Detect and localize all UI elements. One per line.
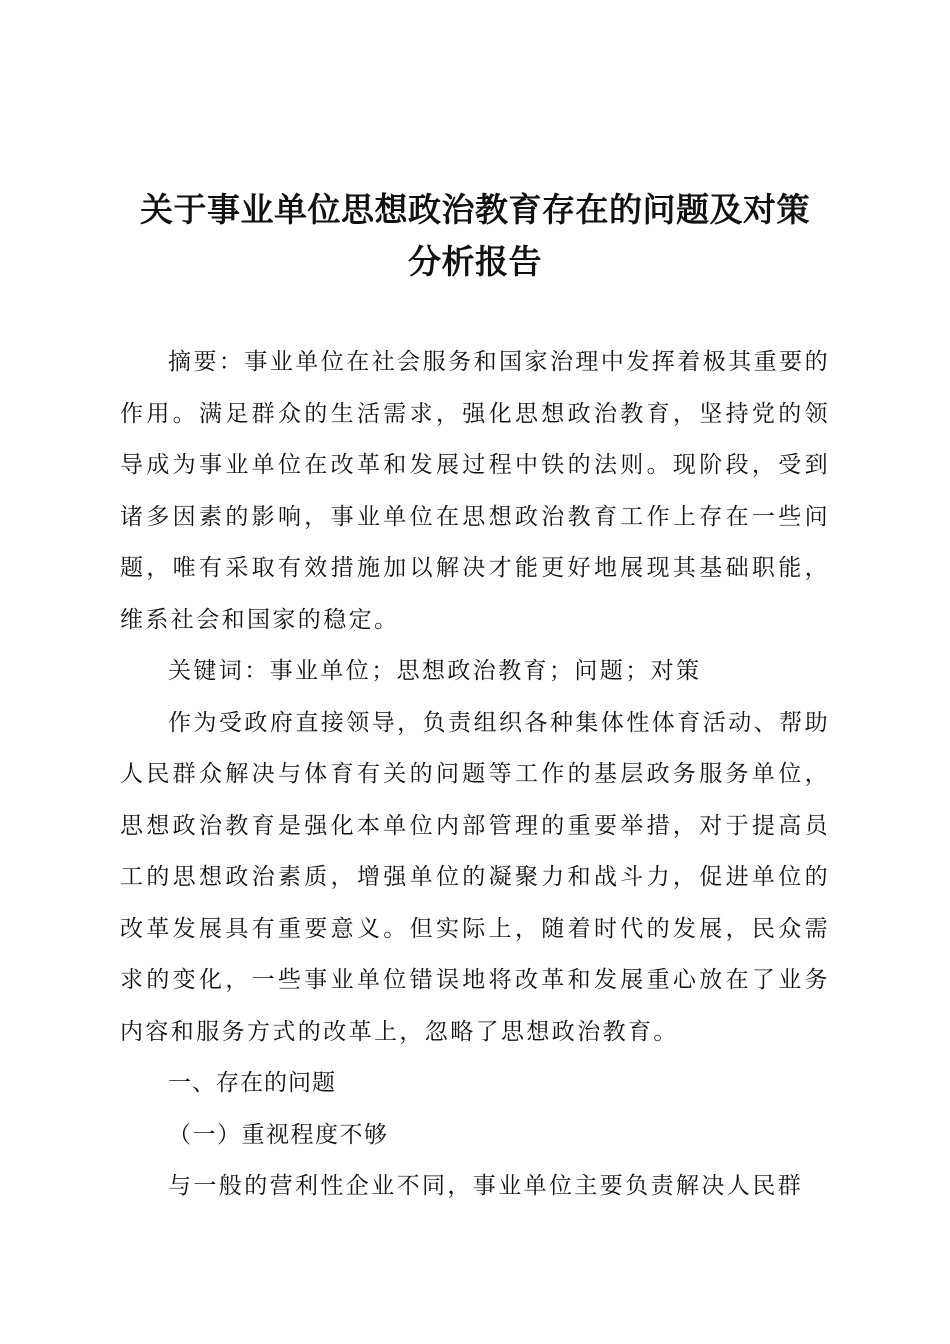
subsection-paragraph: 与一般的营利性企业不同，事业单位主要负责解决人民群 xyxy=(168,1173,803,1199)
document-body xyxy=(120,337,830,1213)
document-title-line-2: 分析报告 xyxy=(408,242,542,281)
document-title-line-1: 关于事业单位思想政治教育存在的问题及对策 xyxy=(140,190,810,229)
subsection-heading-attention: （一）重视程度不够 xyxy=(168,1121,389,1148)
abstract-paragraph: 摘要：事业单位在社会服务和国家治理中发挥着极其重要的作用。满足群众的生活需求，强化思想政治教育，坚持党的领导成为事业单位在改革和发展过程中铁的法则。现阶段，受到诸多因素的影响，事业单位在思想政治教育工作上存在一些问题，唯有采取有效措施加以解决才能更好地展现其基础职能，维系社会和国家的稳定。 xyxy=(120,349,830,633)
intro-paragraph: 作为受政府直接领导，负责组织各种集体性体育活动、帮助人民群众解决与体育有关的问题等工作的基层政务服务单位，思想政治教育是强化本单位内部管理的重要举措，对于提高员工的思想政治素质，增强单位的凝聚力和战斗力，促进单位的改革发展具有重要意义。但实际上，随着时代的发展，民众需求的变化，一些事业单位错误地将改革和发展重心放在了业务内容和服务方式的改革上，忽略了思想政治教育。 xyxy=(120,709,830,1045)
section-heading-problems: 一、存在的问题 xyxy=(168,1070,336,1096)
keywords-paragraph: 关键词：事业单位；思想政治教育；问题；对策 xyxy=(168,658,702,684)
document-title xyxy=(110,184,840,288)
